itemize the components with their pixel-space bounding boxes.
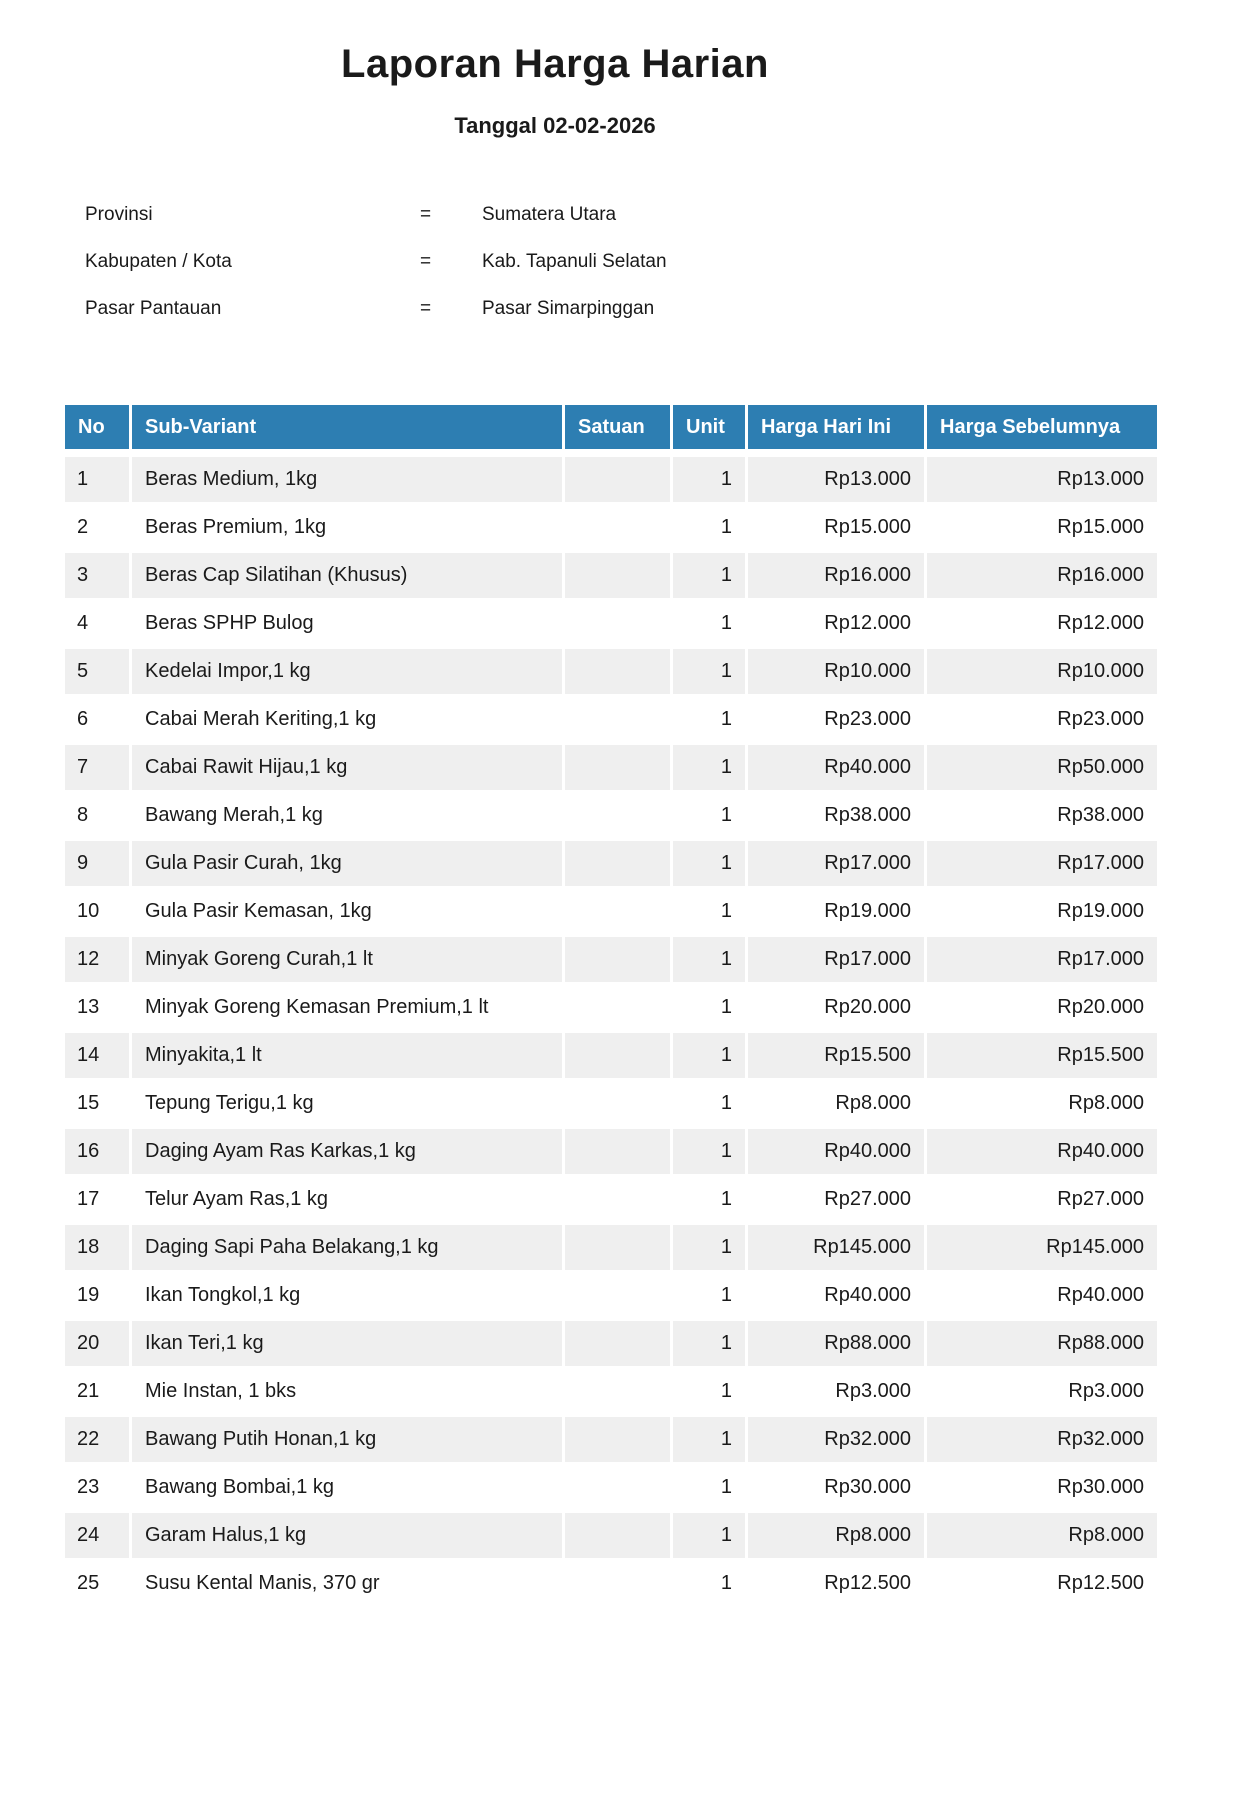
- table-row: [65, 1177, 1157, 1222]
- provinsi-label: Provinsi: [85, 203, 153, 225]
- satuan-cell: [565, 1465, 670, 1510]
- unit-cell: 1: [673, 1033, 745, 1078]
- row-no-cell: 5: [65, 649, 129, 694]
- satuan-cell: [565, 745, 670, 790]
- harga-hari-ini-cell: Rp23.000: [748, 697, 924, 742]
- harga-hari-ini-cell: Rp12.000: [748, 601, 924, 646]
- column-header-harga-sebelumnya: Harga Sebelumnya: [927, 405, 1157, 449]
- unit-cell: 1: [673, 1177, 745, 1222]
- pasar-separator: =: [420, 297, 432, 319]
- price-table: [62, 402, 1160, 1609]
- row-no-cell: 23: [65, 1465, 129, 1510]
- unit-cell: 1: [673, 1417, 745, 1462]
- harga-sebelumnya-cell: Rp40.000: [927, 1129, 1157, 1174]
- harga-hari-ini-cell: Rp8.000: [748, 1081, 924, 1126]
- unit-cell: 1: [673, 697, 745, 742]
- unit-cell: 1: [673, 1081, 745, 1126]
- sub-variant-cell: Gula Pasir Curah, 1kg: [132, 841, 562, 886]
- harga-sebelumnya-cell: Rp50.000: [927, 745, 1157, 790]
- unit-cell: 1: [673, 553, 745, 598]
- sub-variant-cell: Minyak Goreng Curah,1 lt: [132, 937, 562, 982]
- sub-variant-cell: Minyakita,1 lt: [132, 1033, 562, 1078]
- table-row: [65, 1033, 1157, 1078]
- unit-cell: 1: [673, 1369, 745, 1414]
- harga-sebelumnya-cell: Rp32.000: [927, 1417, 1157, 1462]
- sub-variant-cell: Bawang Bombai,1 kg: [132, 1465, 562, 1510]
- unit-cell: 1: [673, 601, 745, 646]
- unit-cell: 1: [673, 1513, 745, 1558]
- provinsi-separator: =: [420, 203, 432, 225]
- sub-variant-cell: Beras Premium, 1kg: [132, 505, 562, 550]
- satuan-cell: [565, 889, 670, 934]
- satuan-cell: [565, 937, 670, 982]
- pasar-label: Pasar Pantauan: [85, 297, 222, 319]
- harga-hari-ini-cell: Rp40.000: [748, 1129, 924, 1174]
- satuan-cell: [565, 457, 670, 502]
- unit-cell: 1: [673, 841, 745, 886]
- sub-variant-cell: Beras SPHP Bulog: [132, 601, 562, 646]
- table-row: [65, 1321, 1157, 1366]
- harga-sebelumnya-cell: Rp12.000: [927, 601, 1157, 646]
- satuan-cell: [565, 601, 670, 646]
- harga-hari-ini-cell: Rp13.000: [748, 457, 924, 502]
- harga-hari-ini-cell: Rp15.000: [748, 505, 924, 550]
- harga-sebelumnya-cell: Rp145.000: [927, 1225, 1157, 1270]
- sub-variant-cell: Garam Halus,1 kg: [132, 1513, 562, 1558]
- header-spacer: [65, 452, 1157, 454]
- table-row: [65, 601, 1157, 646]
- satuan-cell: [565, 649, 670, 694]
- table-row: [65, 1081, 1157, 1126]
- row-no-cell: 25: [65, 1561, 129, 1606]
- sub-variant-cell: Daging Ayam Ras Karkas,1 kg: [132, 1129, 562, 1174]
- page-title: Laporan Harga Harian: [341, 42, 769, 86]
- table-row: [65, 889, 1157, 934]
- sub-variant-cell: Ikan Teri,1 kg: [132, 1321, 562, 1366]
- harga-sebelumnya-cell: Rp13.000: [927, 457, 1157, 502]
- harga-hari-ini-cell: Rp3.000: [748, 1369, 924, 1414]
- harga-sebelumnya-cell: Rp15.500: [927, 1033, 1157, 1078]
- unit-cell: 1: [673, 505, 745, 550]
- unit-cell: 1: [673, 937, 745, 982]
- harga-hari-ini-cell: Rp17.000: [748, 841, 924, 886]
- harga-hari-ini-cell: Rp27.000: [748, 1177, 924, 1222]
- harga-hari-ini-cell: Rp38.000: [748, 793, 924, 838]
- harga-sebelumnya-cell: Rp38.000: [927, 793, 1157, 838]
- header-row: [65, 405, 1157, 449]
- unit-cell: 1: [673, 793, 745, 838]
- satuan-cell: [565, 1273, 670, 1318]
- sub-variant-cell: Cabai Rawit Hijau,1 kg: [132, 745, 562, 790]
- row-no-cell: 2: [65, 505, 129, 550]
- sub-variant-cell: Daging Sapi Paha Belakang,1 kg: [132, 1225, 562, 1270]
- table-row: [65, 1513, 1157, 1558]
- table-row: [65, 1129, 1157, 1174]
- table-row: [65, 457, 1157, 502]
- provinsi-value: Sumatera Utara: [482, 203, 617, 225]
- row-no-cell: 7: [65, 745, 129, 790]
- row-no-cell: 15: [65, 1081, 129, 1126]
- row-no-cell: 3: [65, 553, 129, 598]
- table-row: [65, 793, 1157, 838]
- price-table-header: [65, 405, 1157, 449]
- row-no-cell: 4: [65, 601, 129, 646]
- row-no-cell: 16: [65, 1129, 129, 1174]
- harga-hari-ini-cell: Rp40.000: [748, 745, 924, 790]
- harga-hari-ini-cell: Rp145.000: [748, 1225, 924, 1270]
- unit-cell: 1: [673, 457, 745, 502]
- row-no-cell: 21: [65, 1369, 129, 1414]
- row-no-cell: 24: [65, 1513, 129, 1558]
- row-no-cell: 18: [65, 1225, 129, 1270]
- harga-sebelumnya-cell: Rp23.000: [927, 697, 1157, 742]
- satuan-cell: [565, 697, 670, 742]
- table-row: [65, 1561, 1157, 1606]
- harga-sebelumnya-cell: Rp17.000: [927, 841, 1157, 886]
- harga-sebelumnya-cell: Rp12.500: [927, 1561, 1157, 1606]
- harga-sebelumnya-cell: Rp3.000: [927, 1369, 1157, 1414]
- harga-hari-ini-cell: Rp19.000: [748, 889, 924, 934]
- row-no-cell: 13: [65, 985, 129, 1030]
- harga-sebelumnya-cell: Rp19.000: [927, 889, 1157, 934]
- unit-cell: 1: [673, 1561, 745, 1606]
- row-no-cell: 10: [65, 889, 129, 934]
- satuan-cell: [565, 841, 670, 886]
- sub-variant-cell: Beras Cap Silatihan (Khusus): [132, 553, 562, 598]
- sub-variant-cell: Tepung Terigu,1 kg: [132, 1081, 562, 1126]
- harga-hari-ini-cell: Rp17.000: [748, 937, 924, 982]
- sub-variant-cell: Telur Ayam Ras,1 kg: [132, 1177, 562, 1222]
- sub-variant-cell: Kedelai Impor,1 kg: [132, 649, 562, 694]
- unit-cell: 1: [673, 1129, 745, 1174]
- harga-hari-ini-cell: Rp15.500: [748, 1033, 924, 1078]
- row-no-cell: 8: [65, 793, 129, 838]
- harga-sebelumnya-cell: Rp30.000: [927, 1465, 1157, 1510]
- satuan-cell: [565, 1177, 670, 1222]
- table-row: [65, 1273, 1157, 1318]
- column-header-no: No: [65, 405, 129, 449]
- row-no-cell: 19: [65, 1273, 129, 1318]
- satuan-cell: [565, 1225, 670, 1270]
- column-header-unit: Unit: [673, 405, 745, 449]
- column-header-satuan: Satuan: [565, 405, 670, 449]
- sub-variant-cell: Minyak Goreng Kemasan Premium,1 lt: [132, 985, 562, 1030]
- row-no-cell: 1: [65, 457, 129, 502]
- table-row: [65, 745, 1157, 790]
- unit-cell: 1: [673, 745, 745, 790]
- unit-cell: 1: [673, 1321, 745, 1366]
- pasar-value: Pasar Simarpinggan: [482, 297, 655, 319]
- kabupaten-separator: =: [420, 250, 432, 272]
- table-row: [65, 937, 1157, 982]
- satuan-cell: [565, 1081, 670, 1126]
- sub-variant-cell: Cabai Merah Keriting,1 kg: [132, 697, 562, 742]
- table-row: [65, 841, 1157, 886]
- sub-variant-cell: Gula Pasir Kemasan, 1kg: [132, 889, 562, 934]
- table-row: [65, 1417, 1157, 1462]
- harga-sebelumnya-cell: Rp20.000: [927, 985, 1157, 1030]
- sub-variant-cell: Beras Medium, 1kg: [132, 457, 562, 502]
- satuan-cell: [565, 1033, 670, 1078]
- satuan-cell: [565, 985, 670, 1030]
- kabupaten-value: Kab. Tapanuli Selatan: [482, 250, 667, 272]
- satuan-cell: [565, 1561, 670, 1606]
- harga-hari-ini-cell: Rp12.500: [748, 1561, 924, 1606]
- table-row: [65, 505, 1157, 550]
- harga-hari-ini-cell: Rp30.000: [748, 1465, 924, 1510]
- row-no-cell: 22: [65, 1417, 129, 1462]
- harga-hari-ini-cell: Rp8.000: [748, 1513, 924, 1558]
- harga-hari-ini-cell: Rp16.000: [748, 553, 924, 598]
- column-header-sub-variant: Sub-Variant: [132, 405, 562, 449]
- unit-cell: 1: [673, 649, 745, 694]
- sub-variant-cell: Ikan Tongkol,1 kg: [132, 1273, 562, 1318]
- harga-sebelumnya-cell: Rp10.000: [927, 649, 1157, 694]
- satuan-cell: [565, 1513, 670, 1558]
- report-header: [0, 42, 1110, 139]
- sub-variant-cell: Mie Instan, 1 bks: [132, 1369, 562, 1414]
- row-no-cell: 9: [65, 841, 129, 886]
- table-row: [65, 649, 1157, 694]
- metadata-row-pasar: [85, 285, 1241, 332]
- harga-sebelumnya-cell: Rp40.000: [927, 1273, 1157, 1318]
- satuan-cell: [565, 553, 670, 598]
- harga-hari-ini-cell: Rp32.000: [748, 1417, 924, 1462]
- column-header-harga-hari-ini: Harga Hari Ini: [748, 405, 924, 449]
- table-row: [65, 1369, 1157, 1414]
- harga-sebelumnya-cell: Rp88.000: [927, 1321, 1157, 1366]
- unit-cell: 1: [673, 1225, 745, 1270]
- report-metadata: [85, 191, 1241, 332]
- harga-hari-ini-cell: Rp88.000: [748, 1321, 924, 1366]
- table-row: [65, 553, 1157, 598]
- unit-cell: 1: [673, 1465, 745, 1510]
- harga-hari-ini-cell: Rp40.000: [748, 1273, 924, 1318]
- harga-sebelumnya-cell: Rp27.000: [927, 1177, 1157, 1222]
- report-date: Tanggal 02-02-2026: [454, 113, 656, 138]
- sub-variant-cell: Susu Kental Manis, 370 gr: [132, 1561, 562, 1606]
- sub-variant-cell: Bawang Merah,1 kg: [132, 793, 562, 838]
- unit-cell: 1: [673, 889, 745, 934]
- satuan-cell: [565, 793, 670, 838]
- table-row: [65, 985, 1157, 1030]
- harga-sebelumnya-cell: Rp16.000: [927, 553, 1157, 598]
- harga-hari-ini-cell: Rp20.000: [748, 985, 924, 1030]
- row-no-cell: 6: [65, 697, 129, 742]
- harga-sebelumnya-cell: Rp8.000: [927, 1081, 1157, 1126]
- row-no-cell: 20: [65, 1321, 129, 1366]
- unit-cell: 1: [673, 985, 745, 1030]
- harga-sebelumnya-cell: Rp15.000: [927, 505, 1157, 550]
- satuan-cell: [565, 1417, 670, 1462]
- table-row: [65, 697, 1157, 742]
- harga-sebelumnya-cell: Rp8.000: [927, 1513, 1157, 1558]
- table-row: [65, 1225, 1157, 1270]
- unit-cell: 1: [673, 1273, 745, 1318]
- satuan-cell: [565, 1369, 670, 1414]
- satuan-cell: [565, 1129, 670, 1174]
- row-no-cell: 14: [65, 1033, 129, 1078]
- satuan-cell: [565, 505, 670, 550]
- row-no-cell: 17: [65, 1177, 129, 1222]
- metadata-row-provinsi: [85, 191, 1241, 238]
- metadata-row-kabupaten: [85, 238, 1241, 285]
- sub-variant-cell: Bawang Putih Honan,1 kg: [132, 1417, 562, 1462]
- price-table-body: [65, 452, 1157, 1606]
- harga-hari-ini-cell: Rp10.000: [748, 649, 924, 694]
- satuan-cell: [565, 1321, 670, 1366]
- row-no-cell: 12: [65, 937, 129, 982]
- kabupaten-label: Kabupaten / Kota: [85, 250, 232, 272]
- harga-sebelumnya-cell: Rp17.000: [927, 937, 1157, 982]
- table-row: [65, 1465, 1157, 1510]
